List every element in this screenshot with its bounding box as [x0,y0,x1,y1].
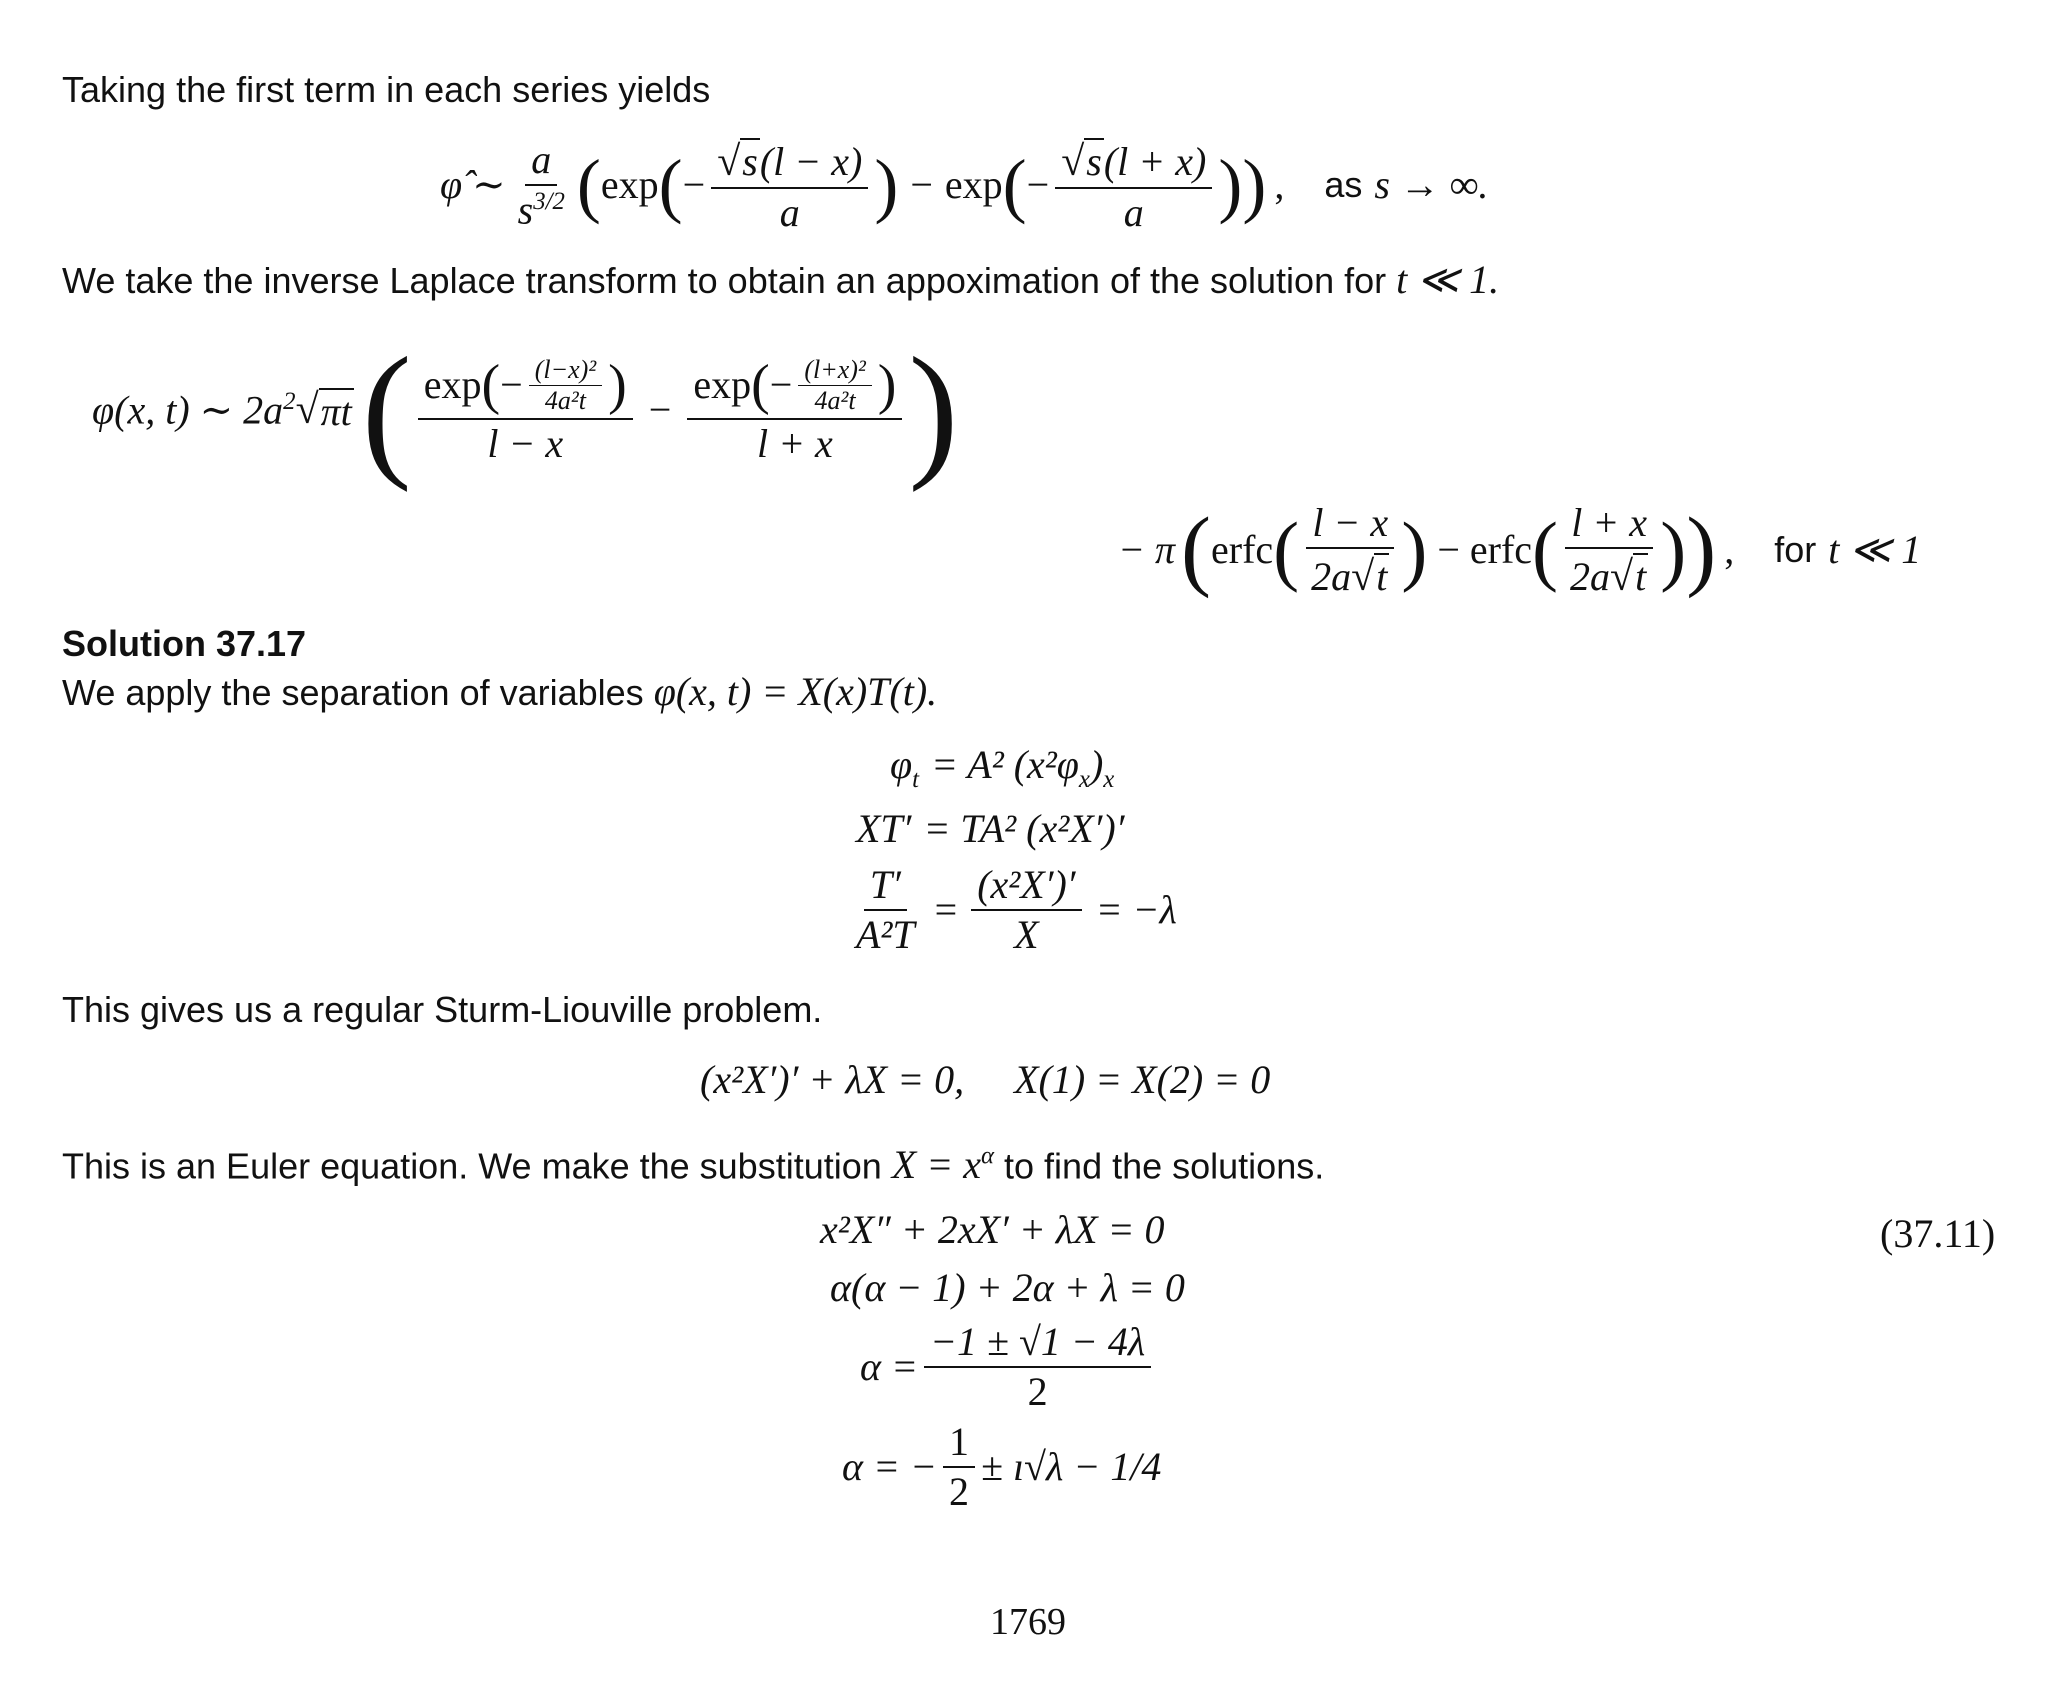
euler-row-2: α(α − 1) + 2α + λ = 0 [830,1265,1185,1310]
separation-text: We apply the separation of variables φ(x, t) = X(x)T(t). [62,669,938,714]
eq1-term1-fraction: $\frac{√s(l - x)}{a}$ [711,138,868,233]
eq2-term1-fraction: exp ( − $\frac{\text{(l−x)²}}{\text{4a²t}}$ ) l − x [418,357,633,464]
solution-heading: Solution 37.17 [62,623,307,664]
sep-row-1: $\varphi_t$ = A² $(x^2\varphi_x)_x$ [890,742,1115,793]
page-number: 1769 [990,1601,1066,1643]
eq1-term2-fraction: $\frac{√s(l + x)}{a}$ [1055,138,1212,233]
erfc-function: erfc [1211,527,1274,572]
eq1-coefficient: $\frac{a}{s^{3/2}}$ [517,136,565,233]
eq2-term2-fraction: exp ( − $\frac{\text{(l+x)²}}{\text{4a²t}}$ ) l + x [687,357,902,464]
euler-row-3: α = $\frac{-1 \pm √1 - 4\lambda}{2}$ [860,1322,1157,1412]
equation-phi-hat-asymptotic: φ̂ ∼ $\frac{a}{s^{3/2}}$ ( exp ( − $\frac{√s(l - x)}{a}$ ) − exp ( − $\frac{√s(l + x)}{a}$ )) , as s → ∞. [440,136,1489,235]
equation-phi-small-time-erfc: − π ( erfc ( $\frac{l - x}{2a√t}$ ) − erfc ( $\frac{l + x}{2a√t}$ ) ) , for t ≪ 1 [1118,499,1922,600]
erfc1-argument: $\frac{l - x}{2a√t}$ [1305,503,1395,598]
euler-text: This is an Euler equation. We make the substitution $X = x^\alpha$ to find the solutions. [62,1142,1325,1188]
erfc2-argument: $\frac{l + x}{2a√t}$ [1564,503,1654,598]
euler-row-1: x²X″ + 2xX′ + λX = 0 [820,1207,1165,1252]
eq1-condition-label: as [1324,164,1363,205]
eq1-lhs: φ̂ ∼ [440,162,506,207]
exp-function: exp [600,162,659,207]
sturm-liouville-equation: (x²X′)′ + λX = 0, X(1) = X(2) = 0 [700,1057,1271,1102]
sturm-liouville-text: This gives us a regular Sturm-Liouville problem. [62,989,823,1030]
equation-phi-small-time: φ(x, t) ∼ $2a^2$ √ πt ( exp ( − $\frac{\text{(l−x)²}}{\text{4a²t}}$ ) l − x − exp ( − $\frac{\text{(l+x)²}}{\text{4a²t}}$ ) l + x ) [92,327,959,493]
intro-text: Taking the first term in each series yields [62,69,711,110]
equation-number: (37.11) [1880,1211,1996,1256]
inverse-laplace-text: We take the inverse Laplace transform to obtain an appoximation of the solution for t ≪ 1. [62,257,1500,302]
sep-row-2: XT′ = TA² (x²X′)′ [856,806,1125,851]
euler-row-4: α = − $\frac{1}{2}$ ± ı√λ − 1/4 [842,1419,1162,1514]
eq2-condition-label: for [1774,529,1817,570]
sep-row-3: $\frac{T'}{\text{A²T}}$ = $\frac{\text{(x²X′)′}}{X}$ = −λ [856,862,1177,957]
